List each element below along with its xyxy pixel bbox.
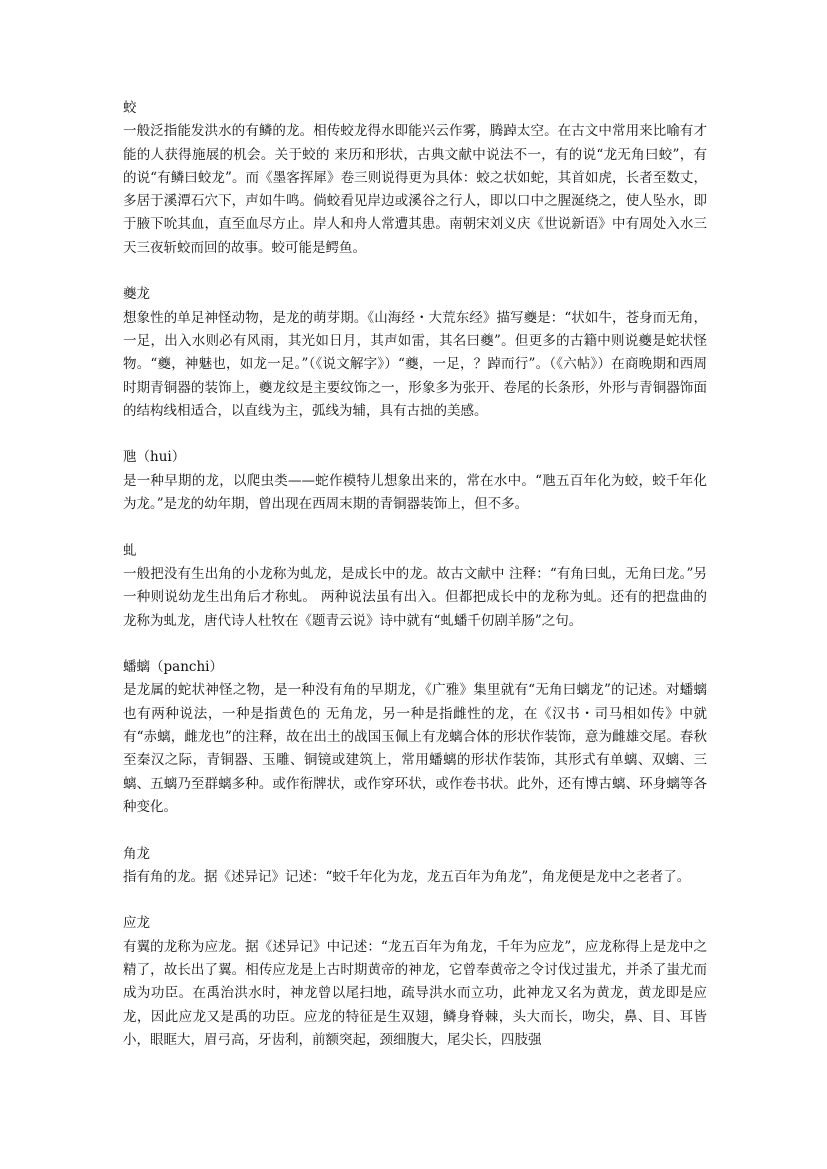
entry-title: 蟠螭（panchi）: [123, 659, 223, 676]
entry-body: 指有角的龙。据《述异记》记述：“蛟千年化为龙，龙五百年为角龙”，角龙便是龙中之老者了。: [123, 868, 691, 885]
entry-body: 想象性的单足神怪动物，是龙的萌芽期。《山海经・大荒东经》描写夔是：“状如牛，苍身而无角，一足，出入水则必有风雨，其光如日月，其声如雷，其名曰夔”。但更多的古籍中则说夔是蛇状怪物。“夔，神魅也，如龙一足。”（《说文解字》）“夔，一足，？踔而行”。（《六帖》）在商晚期和西周时期青铜器的装饰上，夔龙纹是主要纹饰之一，形象多为张开、卷尾的长条形，外形与青铜器饰面的结构线相适合，以直线为主，弧线为辅，具有古拙的美感。: [123, 309, 707, 419]
entry-title: 应龙: [123, 915, 150, 932]
entry-title: 虬: [123, 542, 137, 559]
entry-jiaolong-horned: [123, 843, 707, 890]
entry-body: 是一种早期的龙，以爬虫类——蛇作模特儿想象出来的，常在水中。“虺五百年化为蛟，蛟千年化为龙。”是龙的幼年期，曾出现在西周末期的青铜器装饰上，但不多。: [123, 472, 707, 513]
entry-hui: [123, 446, 707, 516]
entry-jiao: [123, 97, 707, 260]
document-page: [123, 97, 707, 1075]
entry-panchi: [123, 656, 707, 819]
entry-body: 有翼的龙称为应龙。据《述异记》中记述：“龙五百年为角龙，千年为应龙”，应龙称得上是龙中之精了，故长出了翼。相传应龙是上古时期黄帝的神龙，它曾奉黄帝之令讨伐过蚩尤，并杀了蚩尤而成为功臣。在禹治洪水时，神龙曾以尾扫地，疏导洪水而立功，此神龙又名为黄龙，黄龙即是应龙，因此应龙又是禹的功臣。应龙的特征是生双翅，鳞身脊棘，头大而长，吻尖，鼻、目、耳皆小，眼眶大，眉弓高，牙齿利，前额突起，颈细腹大，尾尖长，四肢强: [123, 938, 707, 1048]
entry-yinglong: [123, 912, 707, 1052]
entry-qiu: [123, 540, 707, 633]
entry-title: 虺（hui）: [123, 449, 186, 466]
entry-title: 夔龙: [123, 286, 150, 303]
entry-title: 角龙: [123, 845, 150, 862]
entry-body: 一般把没有生出角的小龙称为虬龙，是成长中的龙。故古文献中 注释：“有角曰虬，无角曰龙。”另一种则说幼龙生出角后才称虬。 两种说法虽有出入。但都把成长中的龙称为虬。还有的把盘曲的龙称为虬龙，唐代诗人杜牧在《题青云说》诗中就有“虬蟠千仞剧羊肠”之句。: [123, 565, 707, 629]
entry-kuilong: [123, 283, 707, 423]
entry-title: 蛟: [123, 100, 137, 116]
entry-body: 一般泛指能发洪水的有鳞的龙。相传蛟龙得水即能兴云作雾，腾踔太空。在古文中常用来比喻有才能的人获得施展的机会。关于蛟的 来历和形状，古典文献中说法不一，有的说“龙无角曰蛟”，有的说“有鳞曰蛟龙”。而《墨客挥犀》卷三则说得更为具体：蛟之状如蛇，其首如虎，长者至数丈，多居于溪潭石穴下，声如牛鸣。倘蛟看见岸边或溪谷之行人，即以口中之腥涎绕之，使人坠水，即于腋下吮其血，直至血尽方止。岸人和舟人常遭其患。南朝宋刘义庆《世说新语》中有周处入水三天三夜斩蛟而回的故事。蛟可能是鳄鱼。: [123, 123, 707, 256]
entry-body: 是龙属的蛇状神怪之物，是一种没有角的早期龙，《广雅》集里就有“无角曰螭龙”的记述。对蟠螭也有两种说法，一种是指黄色的 无角龙，另一种是指雌性的龙，在《汉书・司马相如传》中就有“赤螭，雌龙也”的注释，故在出土的战国玉佩上有龙螭合体的形状作装饰，意为雌雄交尾。春秋至秦汉之际，青铜器、玉雕、铜镜或建筑上，常用蟠螭的形状作装饰，其形式有单螭、双螭、三螭、五螭乃至群螭多种。或作衔牌状，或作穿环状，或作卷书状。此外，还有博古螭、环身螭等各种变化。: [123, 682, 707, 815]
